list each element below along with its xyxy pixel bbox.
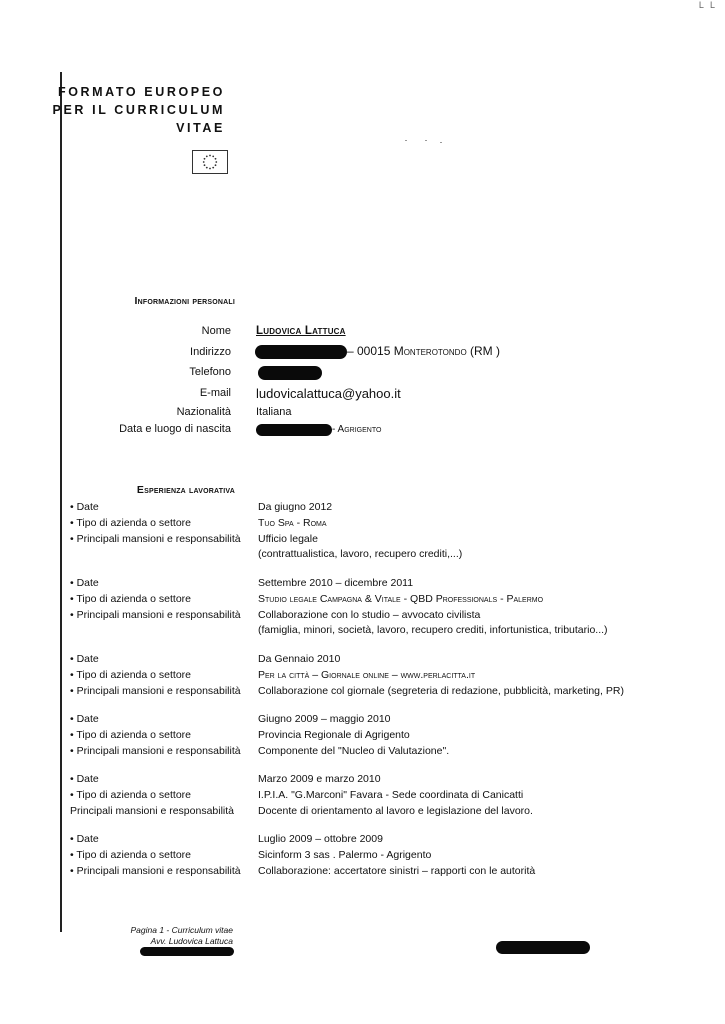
- label-nome: Nome: [201, 325, 231, 337]
- footer-author: Avv. Ludovica Lattuca: [150, 936, 233, 946]
- exp1-label-duties: • Principali mansioni e responsabilità: [70, 533, 241, 545]
- footer-page-label: Pagina 1 - Curriculum vitae: [130, 925, 233, 935]
- address-text: – 00015 Monterotondo (RM ): [347, 344, 500, 358]
- exp6-date: Luglio 2009 – ottobre 2009: [258, 833, 383, 845]
- exp3-label-type: • Tipo di azienda o settore: [70, 669, 192, 681]
- exp2-label-duties: • Principali mansioni e responsabilità: [70, 609, 241, 621]
- exp6-role: Collaborazione: accertatore sinistri – rapporti con le autorità: [258, 865, 536, 877]
- exp6-label-date: • Date: [70, 833, 99, 845]
- exp3-label-duties: • Principali mansioni e responsabilità: [70, 685, 241, 697]
- exp4-date: Giugno 2009 – maggio 2010: [258, 713, 391, 725]
- exp3-employer: Per la città – Giornale online – www.perlacitta.it: [258, 669, 476, 681]
- exp5-label-date: • Date: [70, 773, 99, 785]
- redacted-signature-right: [496, 941, 590, 954]
- corner-mark: L L: [698, 0, 717, 10]
- exp6-label-duties: • Principali mansioni e responsabilità: [70, 865, 241, 877]
- exp4-label-date: • Date: [70, 713, 99, 725]
- exp2-label-type: • Tipo di azienda o settore: [70, 593, 192, 605]
- cv-title: [53, 83, 225, 137]
- page-footer: [130, 925, 233, 947]
- redacted-phone: [258, 366, 322, 380]
- value-nascita: [332, 424, 381, 435]
- exp5-label-duties: Principali mansioni e responsabilità: [70, 805, 235, 817]
- exp1-label-type: • Tipo di azienda o settore: [70, 517, 192, 529]
- left-vertical-rule: [60, 72, 62, 932]
- redacted-birthdate: [256, 424, 332, 436]
- label-telefono: Telefono: [189, 366, 231, 378]
- experience-heading: Esperienza lavorativa: [136, 484, 235, 496]
- birth-place: - Agrigento: [332, 424, 382, 435]
- exp1-label-date: • Date: [70, 501, 99, 513]
- exp5-label-type: • Tipo di azienda o settore: [70, 789, 192, 801]
- personal-info-heading: Informazioni personali: [134, 295, 235, 307]
- label-email: E-mail: [199, 387, 231, 399]
- exp4-employer: Provincia Regionale di Agrigento: [258, 729, 410, 741]
- redacted-signature-left: [140, 947, 234, 956]
- exp3-date: Da Gennaio 2010: [258, 653, 341, 665]
- exp6-employer: Sicinform 3 sas . Palermo - Agrigento: [258, 849, 432, 861]
- exp3-role: Collaborazione col giornale (segreteria di redazione, pubblicità, marketing, PR): [258, 685, 624, 697]
- title-line-3: VITAE: [176, 121, 225, 135]
- exp4-label-type: • Tipo di azienda o settore: [70, 729, 192, 741]
- label-indirizzo: Indirizzo: [190, 346, 231, 358]
- title-line-1: FORMATO EUROPEO: [57, 85, 225, 99]
- exp4-role: Componente del "Nucleo di Valutazione".: [258, 745, 450, 757]
- exp5-date: Marzo 2009 e marzo 2010: [258, 773, 381, 785]
- full-name: Ludovica Lattuca: [256, 325, 346, 337]
- value-email: ludovicalattuca@yahoo.it: [256, 386, 401, 401]
- exp6-label-type: • Tipo di azienda o settore: [70, 849, 192, 861]
- exp4-label-duties: • Principali mansioni e responsabilità: [70, 745, 241, 757]
- exp2-role: Collaborazione con lo studio – avvocato civilista: [258, 609, 481, 621]
- exp2-label-date: • Date: [70, 577, 99, 589]
- value-nazionalita: Italiana: [256, 406, 292, 418]
- exp2-employer: Studio legale Campagna & Vitale - QBD Professionals - Palermo: [258, 593, 544, 605]
- exp2-details: (famiglia, minori, società, lavoro, recupero crediti, infortunistica, tributario...): [258, 624, 608, 636]
- value-nome: [256, 325, 346, 337]
- exp1-date: Da giugno 2012: [258, 501, 333, 513]
- exp5-role: Docente di orientamento al lavoro e legislazione del lavoro.: [258, 805, 533, 817]
- exp1-details: (contrattualistica, lavoro, recupero crediti,...): [258, 548, 463, 560]
- value-indirizzo: [347, 344, 500, 358]
- redacted-address: [255, 345, 347, 359]
- title-line-2: PER IL CURRICULUM: [52, 103, 225, 117]
- eu-flag-icon: [192, 150, 228, 174]
- exp1-role: Ufficio legale: [258, 533, 318, 545]
- exp3-label-date: • Date: [70, 653, 99, 665]
- exp5-employer: I.P.I.A. "G.Marconi" Favara - Sede coordinata di Canicatti: [258, 789, 524, 801]
- exp1-employer: Tuo Spa - Roma: [258, 517, 327, 529]
- label-nascita: Data e luogo di nascita: [119, 423, 231, 435]
- label-nazionalita: Nazionalità: [176, 406, 231, 418]
- exp2-date: Settembre 2010 – dicembre 2011: [258, 577, 414, 589]
